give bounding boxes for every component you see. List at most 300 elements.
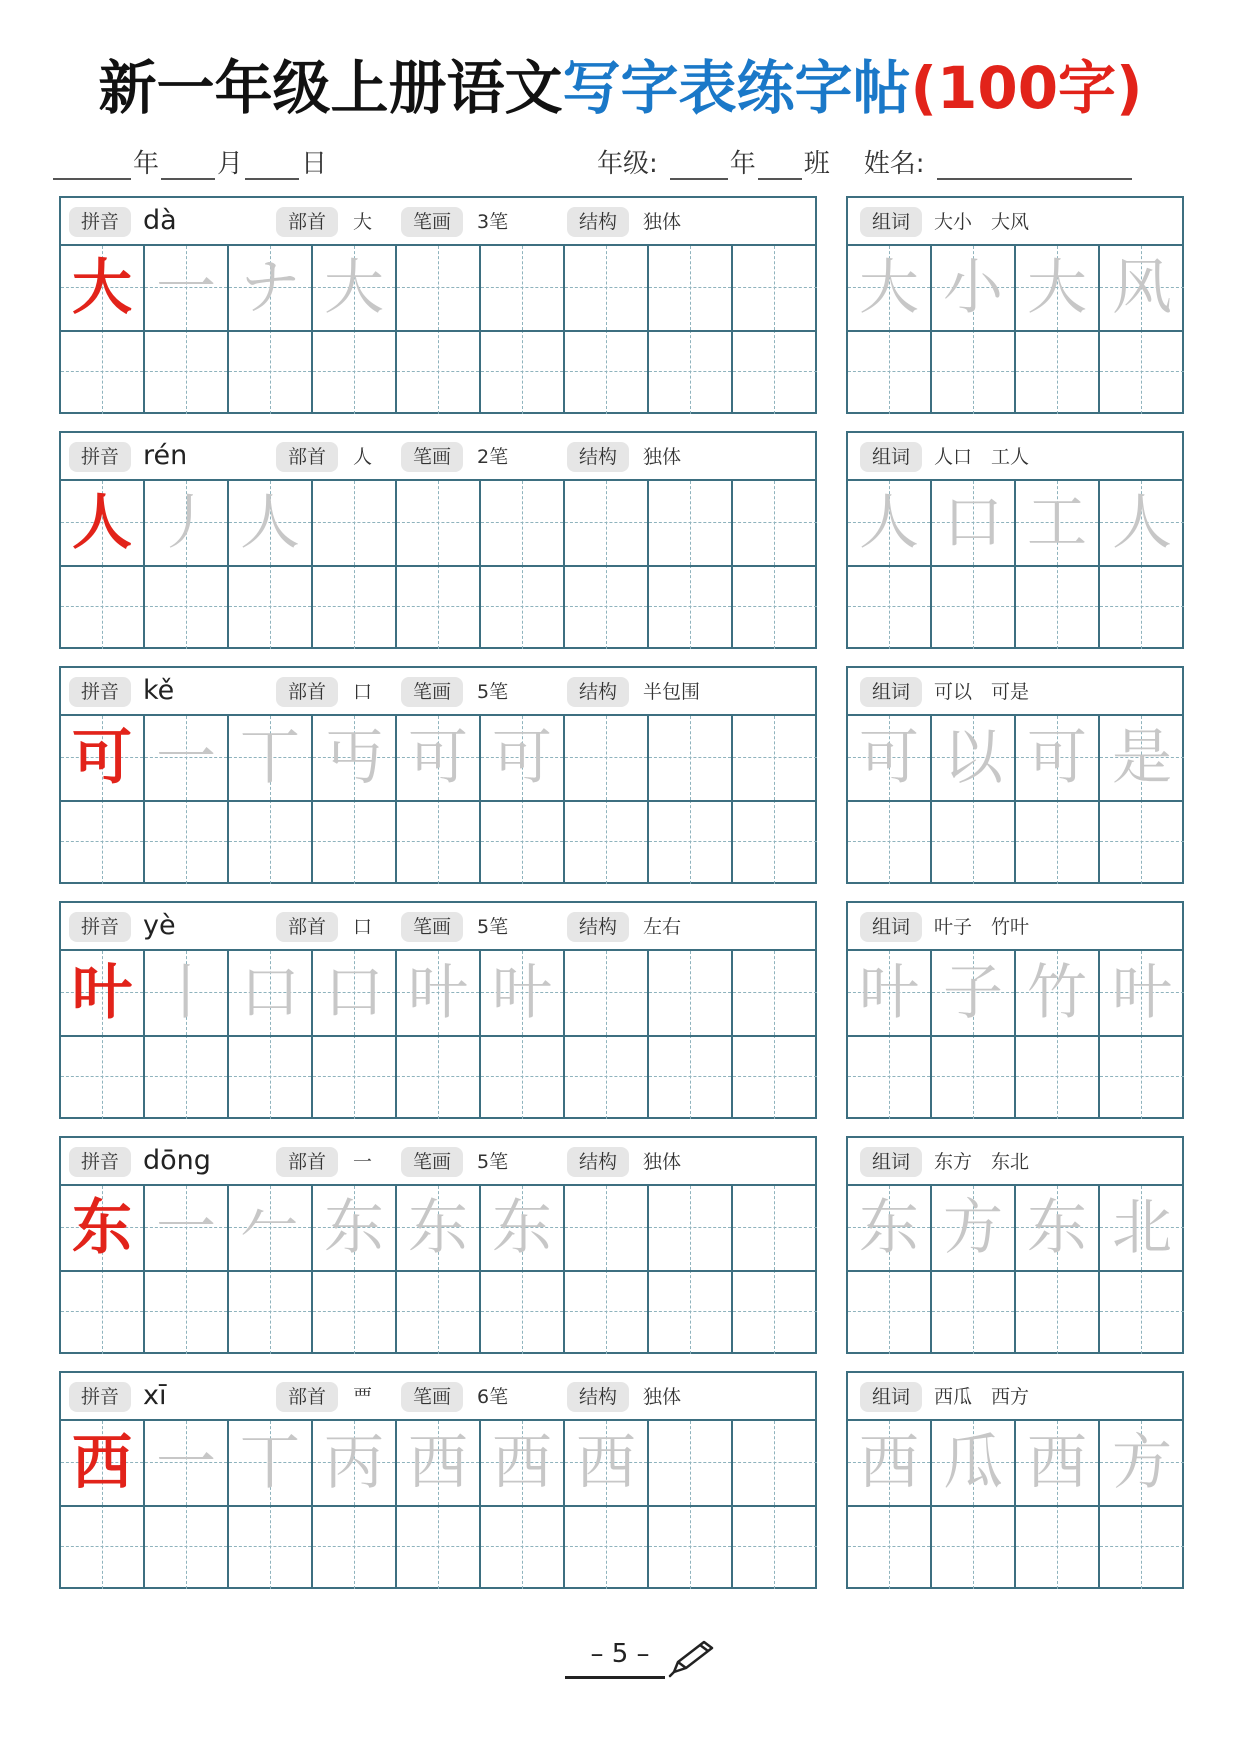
word-cell[interactable]	[1016, 800, 1100, 884]
practice-cell[interactable]	[229, 565, 313, 649]
guide-line	[1057, 1035, 1058, 1119]
practice-cell[interactable]	[733, 1505, 817, 1589]
strokes-tag: 笔画	[401, 1382, 463, 1412]
words-value: 大小 大风	[934, 211, 1030, 233]
practice-cell[interactable]	[481, 246, 565, 330]
pencil-icon	[668, 1638, 716, 1678]
practice-cell[interactable]	[313, 1035, 397, 1119]
practice-cell[interactable]	[229, 481, 313, 565]
name-label: 姓名:	[863, 149, 925, 179]
word-cell[interactable]	[1100, 1186, 1184, 1270]
guide-line	[1100, 1546, 1184, 1547]
guide-line	[1100, 371, 1184, 372]
guide-line	[733, 757, 817, 758]
practice-cell[interactable]	[229, 951, 313, 1035]
words-tag: 组词	[860, 1147, 922, 1177]
pinyin-tag: 拼音	[69, 1147, 131, 1177]
word-cell[interactable]	[848, 1035, 932, 1119]
practice-cell[interactable]	[649, 565, 733, 649]
word-cell[interactable]	[1016, 246, 1100, 330]
practice-cell[interactable]	[481, 330, 565, 414]
guide-line	[733, 1227, 817, 1228]
radical-value: 口	[353, 681, 373, 703]
practice-cell[interactable]	[61, 951, 145, 1035]
guide-line	[889, 800, 890, 884]
guide-line	[690, 246, 691, 330]
practice-cell[interactable]	[397, 951, 481, 1035]
practice-cell[interactable]	[145, 565, 229, 649]
guide-line	[1100, 1311, 1184, 1312]
trace-character: 口	[943, 488, 1003, 558]
word-cell[interactable]	[1100, 1035, 1184, 1119]
guide-line	[733, 1462, 817, 1463]
practice-cell[interactable]	[397, 565, 481, 649]
pinyin-tag: 拼音	[69, 1382, 131, 1412]
guide-line	[690, 1186, 691, 1270]
radical-value: 大	[353, 211, 373, 233]
word-cell[interactable]	[1016, 951, 1100, 1035]
practice-grid	[61, 1421, 815, 1587]
trace-character: 丅	[240, 723, 300, 793]
guide-line	[1141, 1270, 1142, 1354]
trace-character: 一	[156, 1193, 216, 1263]
trace-character: 叶	[1112, 958, 1172, 1028]
practice-cell[interactable]	[61, 1035, 145, 1119]
guide-line	[733, 1311, 817, 1312]
guide-line	[606, 951, 607, 1035]
practice-cell[interactable]	[565, 716, 649, 800]
guide-line	[1057, 1505, 1058, 1589]
practice-cell[interactable]	[565, 1421, 649, 1505]
word-cell[interactable]	[848, 481, 932, 565]
practice-cell[interactable]	[313, 330, 397, 414]
class-blank[interactable]	[758, 148, 802, 180]
trace-character: 西	[492, 1428, 552, 1498]
word-cell[interactable]	[932, 1035, 1016, 1119]
trace-character: 西	[1027, 1428, 1087, 1498]
practice-cell[interactable]	[229, 246, 313, 330]
words-panel	[846, 1371, 1184, 1589]
model-character: 东	[72, 1193, 132, 1263]
practice-cell[interactable]	[649, 481, 733, 565]
practice-cell[interactable]	[733, 565, 817, 649]
grid-divider	[61, 565, 815, 567]
practice-cell[interactable]	[397, 1035, 481, 1119]
guide-line	[733, 606, 817, 607]
words-value: 人口 工人	[934, 446, 1030, 468]
practice-grid	[61, 716, 815, 882]
practice-cell[interactable]	[733, 1270, 817, 1354]
word-cell[interactable]	[932, 565, 1016, 649]
word-cell[interactable]	[848, 716, 932, 800]
guide-line	[438, 1505, 439, 1589]
practice-cell[interactable]	[649, 1035, 733, 1119]
guide-line	[606, 800, 607, 884]
word-cell[interactable]	[848, 1421, 932, 1505]
guide-line	[606, 565, 607, 649]
word-cell[interactable]	[932, 330, 1016, 414]
practice-cell[interactable]	[481, 1186, 565, 1270]
practice-cell[interactable]	[481, 1421, 565, 1505]
guide-line	[889, 565, 890, 649]
practice-cell[interactable]	[565, 481, 649, 565]
title-subject: 写字表练字帖	[562, 54, 911, 122]
word-cell[interactable]	[1016, 1035, 1100, 1119]
word-cell[interactable]	[1100, 951, 1184, 1035]
words-tag: 组词	[860, 677, 922, 707]
word-cell[interactable]	[1016, 1186, 1100, 1270]
practice-cell[interactable]	[229, 1421, 313, 1505]
day-blank[interactable]	[245, 148, 299, 180]
word-cell[interactable]	[1016, 565, 1100, 649]
trace-character: 子	[943, 958, 1003, 1028]
practice-cell[interactable]	[61, 800, 145, 884]
trace-character: 可	[1027, 723, 1087, 793]
word-cell[interactable]	[848, 1186, 932, 1270]
guide-line	[270, 330, 271, 414]
strokes-tag: 笔画	[401, 442, 463, 472]
guide-line	[774, 246, 775, 330]
word-grid	[848, 716, 1182, 882]
trace-character: 大	[1027, 253, 1087, 323]
guide-line	[1100, 606, 1184, 607]
guide-line	[973, 1035, 974, 1119]
practice-cell[interactable]	[481, 1270, 565, 1354]
practice-cell[interactable]	[229, 716, 313, 800]
practice-cell[interactable]	[313, 1270, 397, 1354]
month-blank[interactable]	[161, 148, 215, 180]
words-info	[848, 198, 1182, 246]
practice-grid	[61, 481, 815, 647]
words-info	[848, 433, 1182, 481]
word-cell[interactable]	[1100, 1505, 1184, 1589]
practice-cell[interactable]	[733, 246, 817, 330]
practice-cell[interactable]	[145, 951, 229, 1035]
word-cell[interactable]	[848, 800, 932, 884]
guide-line	[774, 1035, 775, 1119]
character-info	[61, 1138, 815, 1186]
words-panel	[846, 1136, 1184, 1354]
practice-cell[interactable]	[61, 1505, 145, 1589]
practice-cell[interactable]	[229, 1270, 313, 1354]
grid-divider	[848, 1505, 1182, 1507]
practice-cell[interactable]	[145, 1505, 229, 1589]
strokes-tag: 笔画	[401, 1147, 463, 1177]
word-grid	[848, 951, 1182, 1117]
word-cell[interactable]	[848, 565, 932, 649]
word-cell[interactable]	[932, 246, 1016, 330]
guide-line	[270, 800, 271, 884]
radical-tag: 部首	[276, 677, 338, 707]
guide-line	[889, 330, 890, 414]
word-cell[interactable]	[1100, 565, 1184, 649]
practice-cell[interactable]	[61, 716, 145, 800]
word-cell[interactable]	[848, 951, 932, 1035]
practice-cell[interactable]	[313, 1186, 397, 1270]
practice-cell[interactable]	[481, 800, 565, 884]
practice-row	[0, 666, 1241, 884]
practice-cell[interactable]	[145, 800, 229, 884]
practice-cell[interactable]	[145, 1186, 229, 1270]
words-panel	[846, 431, 1184, 649]
practice-cell[interactable]	[481, 481, 565, 565]
trace-character: 人	[859, 488, 919, 558]
year-blank[interactable]	[53, 148, 131, 180]
name-blank[interactable]	[937, 148, 1132, 180]
word-cell[interactable]	[848, 246, 932, 330]
pinyin-value: kě	[143, 675, 175, 706]
practice-cell[interactable]	[649, 716, 733, 800]
practice-cell[interactable]	[733, 1421, 817, 1505]
practice-cell[interactable]	[565, 565, 649, 649]
practice-cell[interactable]	[649, 1270, 733, 1354]
word-cell[interactable]	[1100, 481, 1184, 565]
trace-character: 一	[156, 1428, 216, 1498]
guide-line	[606, 1186, 607, 1270]
radical-tag: 部首	[276, 442, 338, 472]
practice-cell[interactable]	[61, 1421, 145, 1505]
practice-cell[interactable]	[229, 330, 313, 414]
pinyin-value: dōng	[143, 1145, 211, 1176]
practice-cell[interactable]	[313, 246, 397, 330]
word-cell[interactable]	[1016, 1421, 1100, 1505]
guide-line	[774, 1505, 775, 1589]
structure-value: 独体	[643, 211, 682, 233]
practice-cell[interactable]	[145, 1035, 229, 1119]
radical-tag: 部首	[276, 1382, 338, 1412]
guide-line	[186, 1505, 187, 1589]
guide-line	[690, 330, 691, 414]
word-cell[interactable]	[932, 1421, 1016, 1505]
guide-line	[522, 800, 523, 884]
practice-cell[interactable]	[145, 716, 229, 800]
practice-cell[interactable]	[481, 565, 565, 649]
words-tag: 组词	[860, 442, 922, 472]
grade-blank[interactable]	[670, 148, 728, 180]
structure-value: 独体	[643, 1151, 682, 1173]
guide-line	[733, 1076, 817, 1077]
practice-cell[interactable]	[145, 246, 229, 330]
practice-cell[interactable]	[733, 716, 817, 800]
trace-character: 大	[324, 253, 384, 323]
practice-cell[interactable]	[733, 481, 817, 565]
practice-cell[interactable]	[229, 1505, 313, 1589]
trace-character: 叶	[408, 958, 468, 1028]
word-cell[interactable]	[1100, 246, 1184, 330]
practice-cell[interactable]	[733, 800, 817, 884]
strokes-tag: 笔画	[401, 207, 463, 237]
practice-cell[interactable]	[565, 1505, 649, 1589]
guide-line	[889, 1505, 890, 1589]
practice-cell[interactable]	[565, 800, 649, 884]
guide-line	[690, 1270, 691, 1354]
word-cell[interactable]	[1016, 1270, 1100, 1354]
practice-cell[interactable]	[145, 330, 229, 414]
practice-cell[interactable]	[481, 951, 565, 1035]
practice-cell[interactable]	[649, 951, 733, 1035]
word-cell[interactable]	[932, 481, 1016, 565]
practice-cell[interactable]	[565, 246, 649, 330]
practice-cell[interactable]	[61, 246, 145, 330]
guide-line	[438, 1035, 439, 1119]
guide-line	[1057, 565, 1058, 649]
guide-line	[438, 246, 439, 330]
practice-cell[interactable]	[145, 1421, 229, 1505]
trace-character: 口	[240, 958, 300, 1028]
trace-character: 西	[859, 1428, 919, 1498]
guide-line	[522, 1270, 523, 1354]
grid-divider	[848, 1035, 1182, 1037]
pinyin-value: rén	[143, 440, 188, 471]
guide-line	[889, 1035, 890, 1119]
strokes-value: 5笔	[477, 916, 509, 938]
word-grid	[848, 246, 1182, 412]
words-info	[848, 1373, 1182, 1421]
radical-tag: 部首	[276, 207, 338, 237]
class-label: 班	[803, 149, 830, 179]
word-cell[interactable]	[848, 1505, 932, 1589]
word-cell[interactable]	[932, 800, 1016, 884]
trace-character: 西	[408, 1428, 468, 1498]
guide-line	[354, 330, 355, 414]
practice-cell[interactable]	[565, 1035, 649, 1119]
practice-cell[interactable]	[313, 565, 397, 649]
practice-cell[interactable]	[61, 481, 145, 565]
practice-cell[interactable]	[397, 246, 481, 330]
word-cell[interactable]	[1016, 716, 1100, 800]
trace-character: 东	[492, 1193, 552, 1263]
practice-cell[interactable]	[481, 716, 565, 800]
practice-cell[interactable]	[229, 1035, 313, 1119]
practice-cell[interactable]	[397, 716, 481, 800]
word-cell[interactable]	[1100, 716, 1184, 800]
practice-cell[interactable]	[733, 1035, 817, 1119]
practice-cell[interactable]	[565, 330, 649, 414]
guide-line	[522, 1505, 523, 1589]
grade-label: 年级:	[597, 149, 658, 179]
practice-cell[interactable]	[649, 330, 733, 414]
words-tag: 组词	[860, 207, 922, 237]
practice-cell[interactable]	[61, 1270, 145, 1354]
word-cell[interactable]	[932, 1186, 1016, 1270]
practice-cell[interactable]	[733, 951, 817, 1035]
character-panel	[59, 1136, 817, 1354]
practice-cell[interactable]	[649, 246, 733, 330]
radical-value: 覀	[353, 1386, 373, 1408]
word-cell[interactable]	[1100, 800, 1184, 884]
practice-cell[interactable]	[397, 1270, 481, 1354]
words-info	[848, 903, 1182, 951]
structure-tag: 结构	[567, 912, 629, 942]
guide-line	[1141, 800, 1142, 884]
guide-line	[774, 800, 775, 884]
practice-cell[interactable]	[481, 1035, 565, 1119]
practice-cell[interactable]	[61, 330, 145, 414]
trace-character: 西	[576, 1428, 636, 1498]
practice-cell[interactable]	[733, 330, 817, 414]
practice-cell[interactable]	[61, 565, 145, 649]
practice-cell[interactable]	[397, 1186, 481, 1270]
structure-value: 独体	[643, 446, 682, 468]
practice-cell[interactable]	[313, 1505, 397, 1589]
guide-line	[102, 1505, 103, 1589]
word-cell[interactable]	[932, 951, 1016, 1035]
practice-cell[interactable]	[565, 951, 649, 1035]
trace-character: 一	[156, 253, 216, 323]
pinyin-tag: 拼音	[69, 677, 131, 707]
guide-line	[733, 992, 817, 993]
practice-cell[interactable]	[229, 800, 313, 884]
practice-cell[interactable]	[61, 1186, 145, 1270]
word-cell[interactable]	[1100, 1421, 1184, 1505]
practice-cell[interactable]	[733, 1186, 817, 1270]
practice-cell[interactable]	[397, 1421, 481, 1505]
practice-cell[interactable]	[565, 1270, 649, 1354]
word-cell[interactable]	[1016, 330, 1100, 414]
words-panel	[846, 901, 1184, 1119]
guide-line	[354, 481, 355, 565]
practice-cell[interactable]	[313, 951, 397, 1035]
practice-cell[interactable]	[229, 1186, 313, 1270]
practice-cell[interactable]	[397, 330, 481, 414]
practice-cell[interactable]	[145, 481, 229, 565]
guide-line	[354, 800, 355, 884]
word-cell[interactable]	[932, 1505, 1016, 1589]
word-cell[interactable]	[932, 716, 1016, 800]
guide-line	[606, 1035, 607, 1119]
practice-cell[interactable]	[481, 1505, 565, 1589]
guide-line	[973, 800, 974, 884]
word-cell[interactable]	[1016, 481, 1100, 565]
practice-cell[interactable]	[313, 800, 397, 884]
guide-line	[522, 1035, 523, 1119]
word-cell[interactable]	[1100, 330, 1184, 414]
structure-tag: 结构	[567, 1147, 629, 1177]
practice-cell[interactable]	[397, 1505, 481, 1589]
practice-cell[interactable]	[649, 1186, 733, 1270]
strokes-value: 5笔	[477, 681, 509, 703]
word-cell[interactable]	[932, 1270, 1016, 1354]
radical-tag: 部首	[276, 1147, 338, 1177]
practice-cell[interactable]	[397, 481, 481, 565]
year-label: 年	[133, 149, 160, 179]
guide-line	[522, 246, 523, 330]
word-cell[interactable]	[848, 1270, 932, 1354]
guide-line	[354, 1505, 355, 1589]
day-label: 日	[301, 149, 328, 179]
practice-cell[interactable]	[313, 1421, 397, 1505]
practice-cell[interactable]	[649, 800, 733, 884]
guide-line	[102, 800, 103, 884]
word-cell[interactable]	[848, 330, 932, 414]
guide-line	[774, 716, 775, 800]
practice-cell[interactable]	[313, 481, 397, 565]
practice-cell[interactable]	[649, 1421, 733, 1505]
trace-character: 叶	[859, 958, 919, 1028]
practice-cell[interactable]	[649, 1505, 733, 1589]
practice-cell[interactable]	[397, 800, 481, 884]
guide-line	[973, 1270, 974, 1354]
guide-line	[1057, 330, 1058, 414]
guide-line	[774, 1270, 775, 1354]
grid-divider	[848, 800, 1182, 802]
structure-tag: 结构	[567, 442, 629, 472]
practice-cell[interactable]	[145, 1270, 229, 1354]
practice-cell[interactable]	[565, 1186, 649, 1270]
word-cell[interactable]	[1016, 1505, 1100, 1589]
word-cell[interactable]	[1100, 1270, 1184, 1354]
practice-cell[interactable]	[313, 716, 397, 800]
